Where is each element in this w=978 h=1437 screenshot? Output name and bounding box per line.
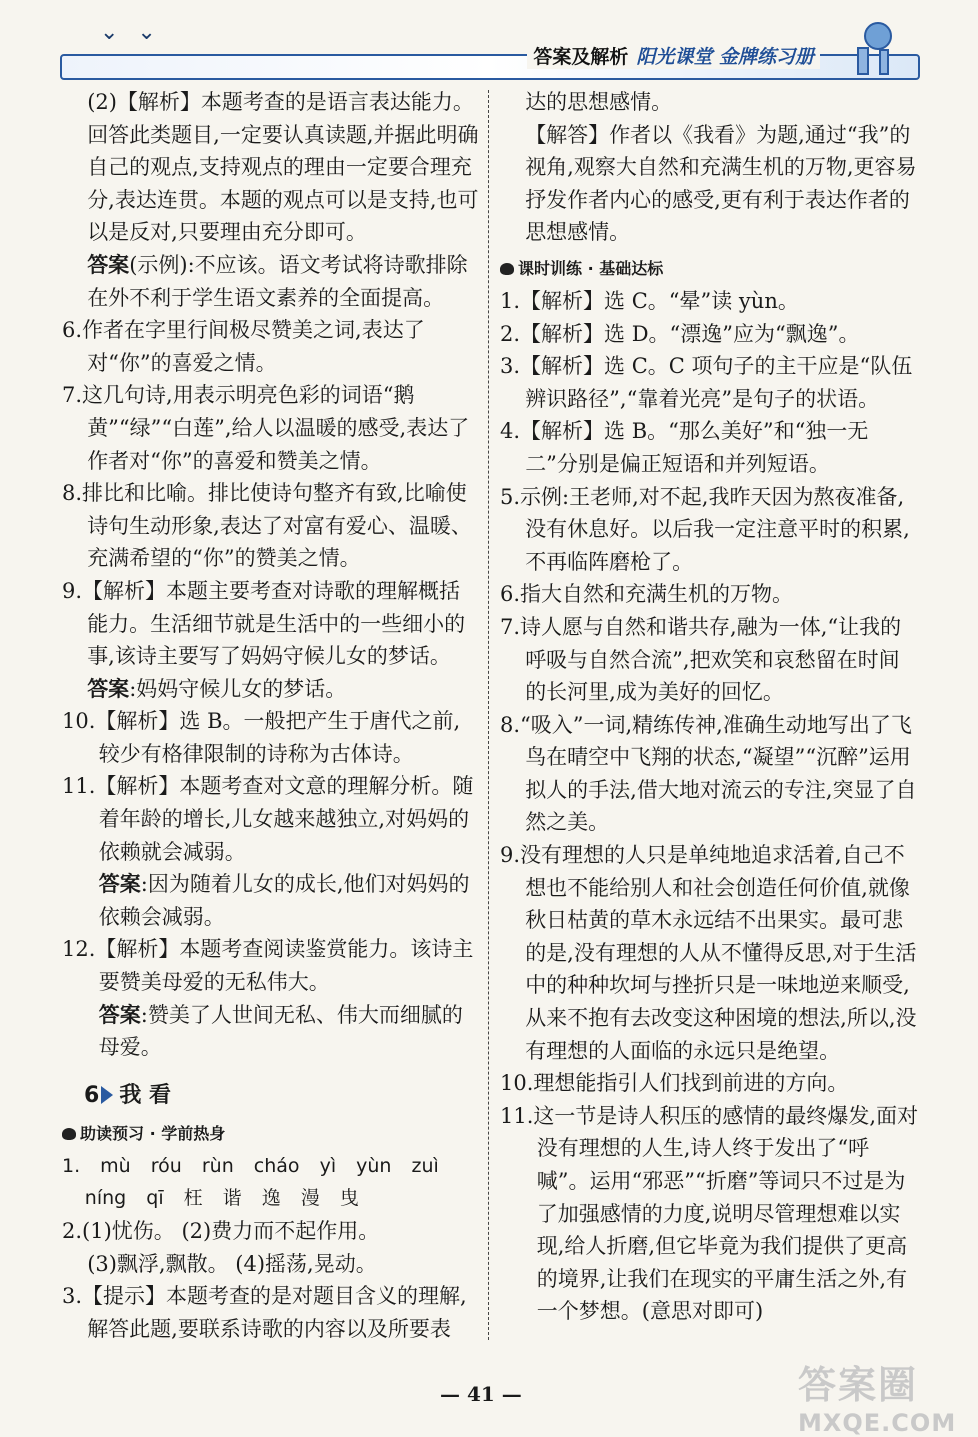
answer-label: 答案 [87,676,130,701]
section-title: 助读预习 · 学前热身 [80,1123,226,1143]
answer-label: 答案 [98,872,141,897]
lesson-title: 我 看 [119,1082,171,1108]
page-header [60,20,920,82]
q3-solution: 【解答】作者以《我看》为题,通过“我”的视角,观察大自然和充满生机的万物,更容易抒发作者内心的感受,更有利于表达作者的思想感情。 [525,122,917,245]
q10-analysis: 10.【解析】选 B。一般把产生于唐代之前,较少有格律限制的诗称为古体诗。 [62,709,461,766]
q3-hint-continued: 达的思想感情。 [525,90,673,114]
right-column [500,86,920,1328]
header-section-title: 答案及解析 [533,46,629,68]
q6-answer: 6.作者在字里行间极尽赞美之词,表达了对“你”的喜爱之情。 [62,318,425,375]
section-mark-icon [62,1128,76,1140]
q12-answer [62,999,480,1064]
practice-q8: 8.“吸入”一词,精练传神,准确生动地写出了飞鸟在晴空中飞翔的状态,“凝望”“沉醉”运用拟人的手法,借大地对流云的专注,突显了自然之美。 [500,712,917,835]
column-divider [488,90,489,1340]
watermark-line-2: MXQE.COM [798,1409,957,1437]
left-column [62,86,480,1345]
practice-q6: 6.指大自然和充满生机的万物。 [500,582,794,607]
practice-q2: 2.【解析】选 D。“漂逸”应为“飘逸”。 [500,321,860,346]
q2-line-1: 2.(1)忧伤。 (2)费力而不起作用。 [62,1219,380,1243]
section-practice-heading [500,255,920,283]
pinyin-line-1: 1. mù róu rùn cháo yì yùn zuì [62,1154,439,1177]
birds-icon: ⌄ ⌄ [100,20,162,45]
answer-text: :妈妈守候儿女的梦话。 [129,676,347,701]
practice-q9: 9.没有理想的人只是单纯地追求活着,自己不想也不能给别人和社会创造任何价值,就像秋日枯黄的草木永远结不出果实。最可悲的是,没有理想的人从不懂得反思,对于生活中的种种坎坷与挫折只是一味地逆来顺受,从来不抱有去改变这种困境的想法,所以,没有理想的人面临的永远只是绝望。 [500,843,917,1063]
practice-q10: 10.理想能指引人们找到前进的方向。 [500,1071,849,1096]
practice-q3: 3.【解析】选 C。C 项句子的主干应是“队伍辨识路径”,“靠着光亮”是句子的状语。 [500,354,913,411]
q11-answer [62,868,480,933]
answer-label: 答案 [87,252,130,277]
lesson-number: 6 [84,1082,100,1108]
lesson-heading [84,1078,480,1114]
practice-q4: 4.【解析】选 B。“那么美好”和“独一无二”分别是偏正短语和并列短语。 [500,419,869,476]
section-mark-icon [500,263,514,275]
answer-label: 答案 [98,1002,141,1027]
pinyin-line-2: níng qī 枉 谐 逸 漫 曳 [84,1187,359,1210]
practice-q7: 7.诗人愿与自然和谐共存,融为一体,“让我的呼吸与自然合流”,把欢笑和哀愁留在时间的长河里,成为美好的回忆。 [500,614,902,705]
header-title [527,42,820,69]
q9-answer [62,673,480,706]
q5-2-answer [62,249,480,314]
practice-q5: 5.示例:王老师,对不起,我昨天因为熬夜准备,没有休息好。以后我一定注意平时的积累,不再临阵磨枪了。 [500,484,910,574]
q7-answer: 7.这几句诗,用表示明亮色彩的词语“鹅黄”“绿”“白莲”,给人以温暖的感受,表达了作者对“你”的喜爱和赞美之情。 [62,383,470,473]
q8-answer: 8.排比和比喻。排比使诗句整齐有致,比喻使诗句生动形象,表达了对富有爱心、温暖、充满希望的“你”的赞美之情。 [62,481,472,571]
q12-analysis: 12.【解析】本题考查阅读鉴赏能力。该诗主要赞美母爱的无私伟大。 [62,937,474,995]
watermark-logo [798,1354,968,1437]
q2-line-2: (3)飘浮,飘散。 (4)摇荡,晃动。 [87,1251,377,1276]
practice-q1: 1.【解析】选 C。“晕”读 yùn。 [500,288,799,313]
section-preview-heading [62,1120,480,1148]
header-brand: 阳光课堂 金牌练习册 [636,46,814,68]
q5-2-analysis: (2)【解析】本题考查的是语言表达能力。回答此类题目,一定要认真读题,并据此明确自己的观点,支持观点的理由一定要合理充分,表达连贯。本题的观点可以是支持,也可以是反对,只要理由充分即可。 [87,90,479,245]
answer-text: (示例):不应该。语文考试将诗歌排除在外不利于学生语文素养的全面提高。 [87,252,468,310]
telescope-icon [840,20,900,76]
page-number: — 41 — [440,1382,522,1406]
q11-analysis: 11.【解析】本题考查对文意的理解分析。随着年龄的增长,儿女越来越独立,对妈妈的依赖就会减弱。 [62,774,474,864]
answer-text: :赞美了人世间无私、伟大而细腻的母爱。 [98,1002,463,1060]
watermark-line-1: 答案圈 [798,1363,919,1407]
section-title: 课时训练 · 基础达标 [518,258,664,278]
answer-text: :因为随着儿女的成长,他们对妈妈的依赖会减弱。 [98,872,470,929]
q9-analysis: 9.【解析】本题主要考查对诗歌的理解概括能力。生活细节就是生活中的一些细小的事,该诗主要写了妈妈守候儿女的梦话。 [62,578,466,669]
chevron-right-icon [101,1086,113,1104]
q3-hint: 3.【提示】本题考查的是对题目含义的理解,解答此题,要联系诗歌的内容以及所要表 [62,1284,467,1341]
practice-q11: 11.这一节是诗人积压的感情的最终爆发,面对没有理想的人生,诗人终于发出了“呼喊”。运用“邪恶”“折磨”等词只不过是为了加强感情的力度,说明尽管理想难以实现,给人折磨,但它毕竟为我们提供了更高的境界,让我们在现实的平庸生活之外,有一个梦想。(意思对即可) [500,1103,919,1324]
